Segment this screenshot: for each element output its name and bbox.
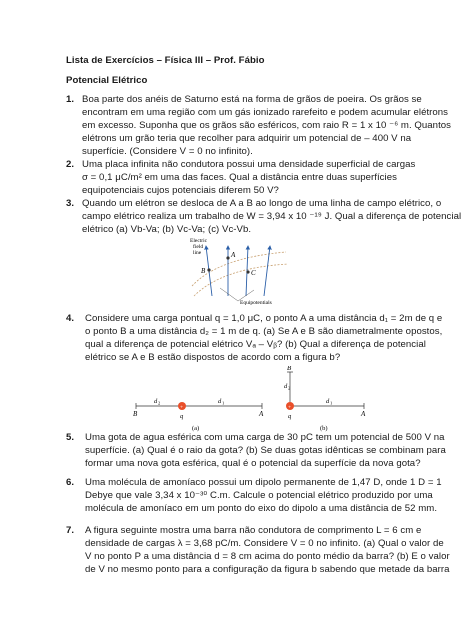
label-d1-b: d xyxy=(326,398,330,405)
q6-line-1: Uma molécula de amoníaco possui um dipolo permanente de 1,47 D, onde 1 D = 1 xyxy=(85,477,442,488)
q2-line-3: equipotenciais cujos potenciais diferem 50 V? xyxy=(82,185,279,196)
point-c-dot xyxy=(246,270,249,273)
label-b-a: B xyxy=(133,410,138,418)
label-d1-sub-a: 1 xyxy=(222,400,225,406)
q5-line-2: superfície. (a) Qual é o raio da gota? (b) Se duas gotas idênticas se combinam para xyxy=(85,445,446,456)
label-d1-a: d xyxy=(218,398,222,405)
label-d2-sub-a: 2 xyxy=(158,400,161,406)
q4-number: 4. xyxy=(66,313,75,324)
q1-line-3: em excesso. Suponha que os grãos são esféricos, com raio R = 1 x 10 ⁻⁶ m. Quantos xyxy=(82,120,452,131)
q4-line-3: qual a diferença de potencial elétrico Vₐ – Vᵦ? (b) Qual a diferença de potencial xyxy=(85,339,426,350)
equipotential-curve xyxy=(192,252,286,286)
plus-sign: + xyxy=(288,404,292,411)
q4-line-4: elétrico se A e B estão dispostos de acordo com a figura b? xyxy=(85,352,341,363)
q3-number: 3. xyxy=(66,198,75,209)
label-q-a: q xyxy=(180,413,184,420)
q7-number: 7. xyxy=(66,525,75,536)
field-line xyxy=(264,246,270,296)
q6-number: 6. xyxy=(66,477,75,488)
q2-line-1: Uma placa infinita não condutora possui uma densidade superficial de cargas xyxy=(82,159,416,170)
document-title: Lista de Exercícios – Física III – Prof. Fábio xyxy=(66,55,265,66)
q4-charge-figure xyxy=(126,366,376,432)
point-c-label: C xyxy=(251,269,256,277)
label-d2-b: d xyxy=(284,383,288,390)
q1-line-4: elétrons um grão teria que recolher para adquirir um potencial de – 400 V na xyxy=(82,133,412,144)
q7-line-2: densidade de cargas λ = 3,68 pC/m. Considere V = 0 no infinito. (a) Qual o valor de xyxy=(85,538,444,549)
q1-line-5: superfície. (Considere V = 0 no infinito). xyxy=(82,146,253,157)
q4-line-1: Considere uma carga pontual q = 1,0 μC, o ponto A a uma distância d₁ = 2m de q e xyxy=(85,313,443,324)
q1-line-1: Boa parte dos anéis de Saturno está na forma de grãos de poeira. Os grãos se xyxy=(82,94,422,105)
point-b-label: B xyxy=(201,267,206,275)
q7-line-4: de V no mesmo ponto para a configuração da figura b sabendo que metade da barra xyxy=(85,564,450,575)
equip-pointer xyxy=(220,288,238,301)
field-label-3: line xyxy=(193,250,202,256)
q4-line-2: o ponto B a uma distância d₂ = 1 m de q. (a) Se A e B são diametralmente opostos, xyxy=(85,326,443,337)
q1-line-2: encontram em uma região com um gás ionizado rarefeito e podem acumular elétrons xyxy=(82,107,449,118)
label-q-b: q xyxy=(288,413,292,420)
q7-line-1: A figura seguinte mostra uma barra não condutora de comprimento L = 6 cm e xyxy=(85,525,422,536)
field-label-1: Electric xyxy=(190,238,208,244)
caption-b: (b) xyxy=(320,425,328,432)
q7-line-3: V no ponto P a uma distância d = 8 cm acima do ponto médio da barra? (b) E o valor xyxy=(85,551,450,562)
q2-line-2: σ = 0,1 μC/m² em uma das faces. Qual a distância entre duas superfícies xyxy=(82,172,397,183)
q5-line-3: formar uma nova gota esférica, qual é o potencial da superfície da nova gota? xyxy=(85,458,421,469)
q3-line-2: campo elétrico realiza um trabalho de W = 3,94 x 10 ⁻¹⁹ J. Qual a diferença de potencial xyxy=(82,211,462,222)
field-label-2: field xyxy=(193,244,204,250)
q5-number: 5. xyxy=(66,432,75,443)
plus-sign: + xyxy=(180,404,184,411)
label-b-b: B xyxy=(287,366,292,372)
label-a-a: A xyxy=(259,410,264,418)
label-d2-a: d xyxy=(154,398,158,405)
q5-line-1: Uma gota de agua esférica com uma carga de 30 pC tem um potencial de 500 V na xyxy=(85,432,445,443)
q3-line-3: elétrico (a) Vb-Va; (b) Vc-Va; (c) Vc-Vb. xyxy=(82,224,252,235)
q2-number: 2. xyxy=(66,159,75,170)
equipotentials-label: Equipotentials xyxy=(240,300,272,306)
q6-line-2: Debye que vale 3,34 x 10⁻³⁰ C.m. Calcule o potencial elétrico produzido por uma xyxy=(85,490,433,501)
label-a-b: A xyxy=(361,410,366,418)
point-b-dot xyxy=(207,268,210,271)
q6-line-3: molécula de amoníaco em um ponto do eixo do dipolo a uma distância de 52 mm. xyxy=(85,503,438,514)
q3-line-1: Quando um elétron se desloca de A a B ao longo de uma linha de campo elétrico, o xyxy=(82,198,442,209)
label-d1-sub-b: 1 xyxy=(330,400,333,406)
q1-number: 1. xyxy=(66,94,75,105)
caption-a: (a) xyxy=(192,425,200,432)
point-a-dot xyxy=(226,256,229,259)
q3-field-figure xyxy=(188,238,298,308)
section-heading: Potencial Elétrico xyxy=(66,75,148,86)
point-a-label: A xyxy=(231,251,236,259)
label-d2-sub-b: 2 xyxy=(288,385,291,391)
